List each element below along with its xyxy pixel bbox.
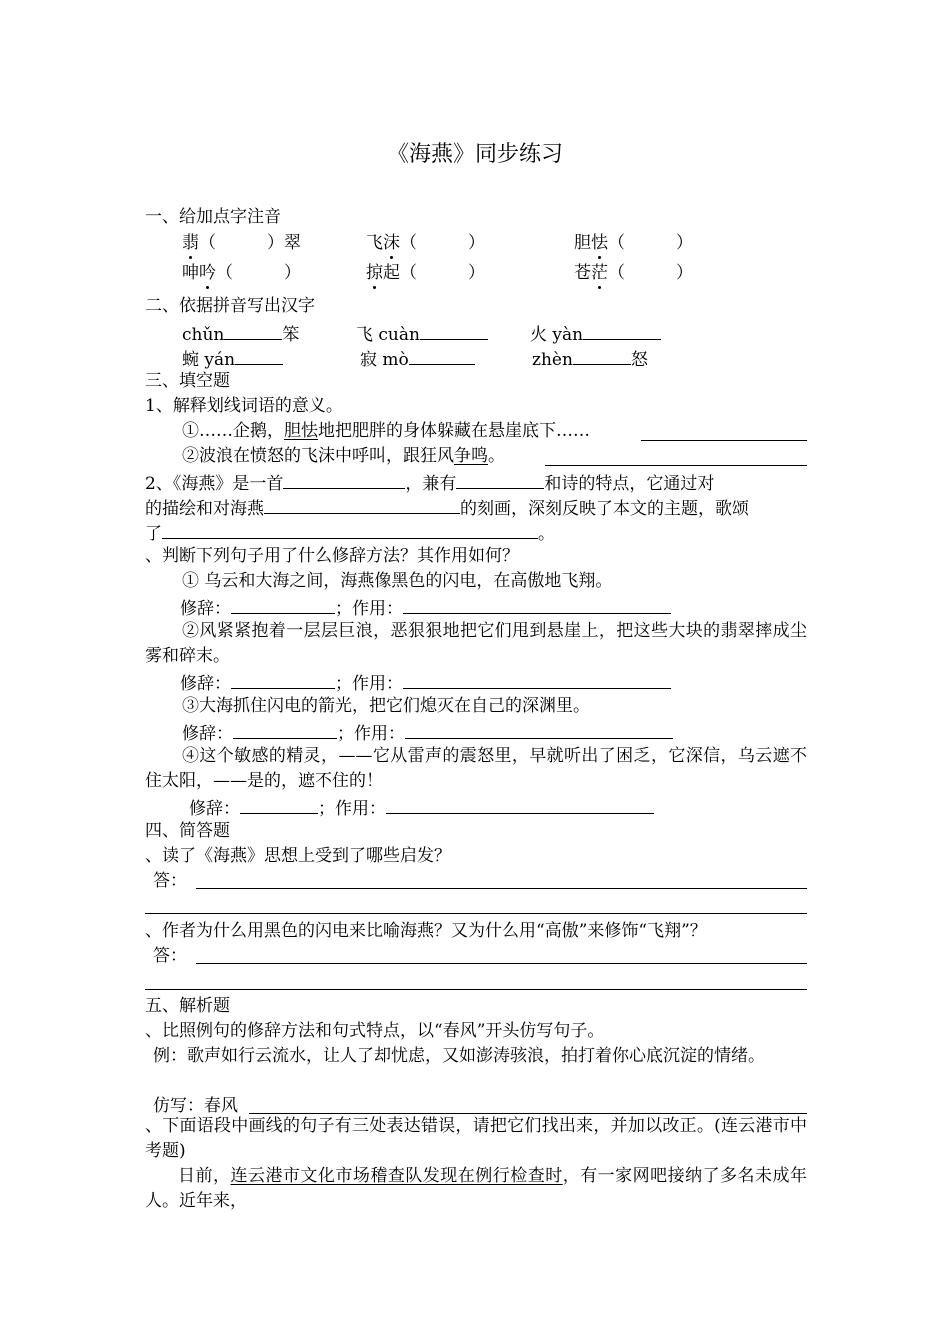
pinyin-item-lueqi: [366, 261, 485, 286]
sentence-text: 。: [488, 446, 505, 466]
answer-paren: （ ）: [608, 233, 693, 253]
fill-blank[interactable]: [231, 669, 335, 689]
fill-blank[interactable]: [583, 320, 661, 340]
fill-blank[interactable]: [162, 519, 538, 539]
separator: ；: [337, 724, 354, 744]
rhetoric-answer-4: [189, 794, 654, 822]
question-1: 1、解释划线词语的意义。: [145, 396, 343, 416]
fill-blank[interactable]: [233, 719, 337, 739]
short-answer-question-2: 、作者为什么用黑色的闪电来比喻海燕？又为什么用“高傲”来修饰“飞翔”？: [145, 921, 707, 941]
label-xiuci: 修辞：: [180, 599, 231, 619]
sentence-text: ②波浪在愤怒的飞沫中呼叫，跟狂风: [182, 446, 454, 466]
underlined-sentence: 连云港市文化市场稽查队发现在例行检查时: [230, 1166, 563, 1186]
question-3: 、判断下列句子用了什么修辞方法？其作用如何？: [145, 546, 519, 566]
rhetoric-answer-2: [180, 669, 671, 697]
fill-blank[interactable]: [283, 469, 405, 489]
answer-label: 答：: [153, 946, 187, 966]
separator: ；: [335, 674, 352, 694]
sentence-text: 地把肥胖的身体躲藏在悬崖底下……: [318, 421, 590, 441]
sentence-text: 。: [538, 524, 555, 544]
plain-char: 飞: [366, 233, 383, 253]
question-2-line1: [145, 469, 714, 497]
fill-blank[interactable]: [240, 794, 318, 814]
hanzi-suffix: 怒: [630, 350, 648, 370]
fill-blank[interactable]: [403, 594, 671, 614]
hanzi-suffix: 笨: [282, 325, 300, 345]
label-zuoyong: 作用：: [335, 799, 386, 819]
label-xiuci: 修辞：: [182, 724, 233, 744]
answer-paren: （ ）: [400, 233, 485, 253]
question-1b: [182, 444, 505, 469]
label-zuoyong: 作用：: [354, 724, 405, 744]
section-5-heading: 五、解析题: [145, 996, 230, 1016]
label-xiuci: 修辞：: [180, 674, 231, 694]
dotted-char: 怯: [591, 231, 608, 256]
pinyin-prompt: chǔn: [182, 325, 225, 345]
page-title: 《海燕》同步练习: [386, 142, 563, 167]
question-2-line2: [145, 494, 749, 522]
answer-label: 答：: [153, 871, 187, 891]
rhetoric-sentence-3: ③大海抓住闪电的箭光，把它们熄灭在自己的深渊里。: [182, 696, 590, 716]
answer-line[interactable]: [196, 888, 807, 889]
rhetoric-answer-1: [180, 594, 671, 622]
dotted-char: 沫: [383, 231, 400, 256]
question-2-line3: [145, 519, 555, 547]
pinyin-prompt: 寂 mò: [360, 350, 409, 370]
question-1a: [182, 419, 590, 444]
fill-blank[interactable]: [405, 719, 673, 739]
answer-paren: （ ）: [608, 263, 693, 283]
rhetoric-answer-3: [182, 719, 673, 747]
underlined-word: 胆怯: [284, 421, 318, 441]
answer-line[interactable]: [145, 989, 807, 990]
answer-paren: （ ）: [199, 233, 284, 253]
pinyin-item-feicui: [182, 231, 301, 256]
answer-line[interactable]: [145, 913, 807, 914]
dotted-char: 翡: [182, 231, 199, 256]
analysis-question-1: 、比照例句的修辞方法和句式特点，以“春风”开头仿写句子。: [145, 1021, 605, 1041]
label-zuoyong: 作用：: [352, 599, 403, 619]
rhetoric-sentence-2: ②风紧紧抱着一层层巨浪，恶狠狠地把它们甩到悬崖上，把这些大块的翡翠摔成尘雾和碎末。: [145, 621, 807, 666]
answer-line[interactable]: [641, 440, 807, 441]
pinyin-prompt: 飞 cuàn: [356, 325, 420, 345]
passage-text: 日前，: [178, 1166, 231, 1186]
answer-line[interactable]: [545, 465, 807, 466]
pinyin-prompt: zhèn: [532, 350, 573, 370]
sentence-text: ，兼有: [405, 474, 457, 494]
pinyin-prompt: 蜿 yán: [182, 350, 236, 370]
section-1-heading: 一、给加点字注音: [145, 207, 281, 227]
sentence-text: ①……企鹅，: [182, 421, 284, 441]
fill-blank[interactable]: [409, 345, 475, 365]
plain-char: 起: [383, 263, 400, 283]
hanzi-item-yan: [530, 320, 661, 348]
fill-blank[interactable]: [264, 494, 460, 514]
rhetoric-sentence-4: ④这个敏感的精灵，——它从雷声的震怒里，早就听出了困乏，它深信，乌云遮不住太阳，——是的，遮不住的！: [145, 746, 807, 791]
example-sentence: 例：歌声如行云流水，让人了却忧虑，又如澎涛骇浪，拍打着你心底沉淀的情绪。: [153, 1046, 765, 1066]
separator: ；: [318, 799, 335, 819]
label-xiuci: 修辞：: [189, 799, 240, 819]
fill-blank[interactable]: [403, 669, 671, 689]
answer-paren: （ ）: [400, 263, 485, 283]
sentence-text: 和诗的特点，它通过对: [544, 474, 715, 494]
fill-blank[interactable]: [456, 469, 544, 489]
dotted-char: 茫: [591, 261, 608, 286]
section-3-heading: 三、填空题: [145, 371, 230, 391]
plain-char: 胆: [574, 233, 591, 253]
pinyin-prompt: 火 yàn: [530, 325, 584, 345]
plain-char: 苍: [574, 263, 591, 283]
hanzi-item-chun: [182, 320, 299, 348]
label-zuoyong: 作用：: [352, 674, 403, 694]
imitation-label: 仿写：春风: [153, 1096, 238, 1116]
hanzi-item-zhen: [532, 345, 648, 373]
fill-blank[interactable]: [224, 320, 282, 340]
short-answer-question-1: 、读了《海燕》思想上受到了哪些启发？: [145, 846, 451, 866]
separator: ；: [335, 599, 352, 619]
underlined-word: 争鸣: [454, 446, 488, 466]
passage-text: ，有一家网吧接纳了多名未成年人。近年来，: [145, 1166, 808, 1211]
dotted-char: 吟: [199, 261, 216, 286]
analysis-question-2: 、下面语段中画线的句子有三处表达错误，请把它们找出来，并加以改正。(连云港市中考题): [145, 1116, 807, 1161]
pinyin-item-feimo: [366, 231, 485, 256]
answer-line[interactable]: [196, 963, 807, 964]
pinyin-item-shenyin: [182, 261, 301, 286]
fill-blank[interactable]: [386, 794, 654, 814]
fill-blank[interactable]: [573, 345, 631, 365]
sentence-text: 的刻画，深刻反映了本文的主题，歌颂: [460, 499, 749, 519]
dotted-char: 掠: [366, 261, 383, 286]
fill-blank[interactable]: [231, 594, 335, 614]
fill-blank[interactable]: [235, 345, 283, 365]
sentence-text: 2、《海燕》是一首: [145, 474, 284, 494]
answer-paren: （ ）: [216, 263, 301, 283]
section-4-heading: 四、简答题: [145, 821, 230, 841]
rhetoric-sentence-1: ① 乌云和大海之间，海燕像黑色的闪电，在高傲地飞翔。: [182, 571, 613, 591]
sentence-text: 了: [145, 524, 162, 544]
passage-paragraph: [145, 1164, 807, 1214]
plain-char: 呻: [182, 263, 199, 283]
sentence-text: 的描绘和对海燕: [145, 499, 264, 519]
hanzi-item-cuan: [356, 320, 488, 348]
fill-blank[interactable]: [420, 320, 488, 340]
hanzi-item-mo: [360, 345, 475, 373]
section-2-heading: 二、依据拼音写出汉字: [145, 296, 315, 316]
pinyin-item-danqie: [574, 231, 693, 256]
pinyin-item-cangmang: [574, 261, 693, 286]
plain-char: 翠: [284, 233, 301, 253]
